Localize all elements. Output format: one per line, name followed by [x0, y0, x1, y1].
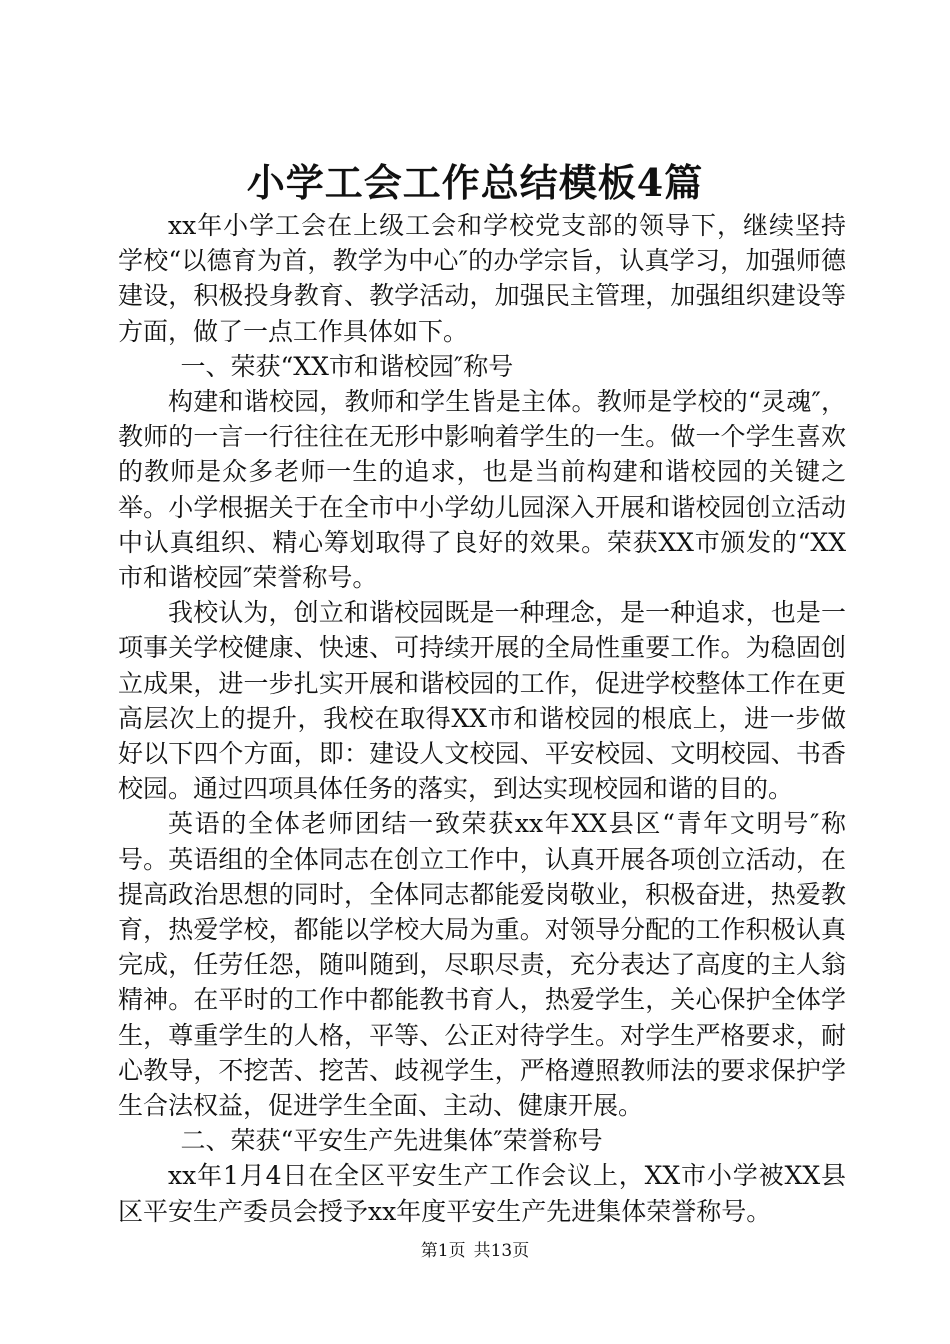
section-heading-1: 一、荣获“XX市和谐校园″称号	[180, 351, 514, 381]
page-number: 第1页	[420, 1241, 466, 1261]
paragraph: 构建和谐校园，教师和学生皆是主体。教师是学校的“灵魂″，教师的一言一行往往在无形中影响着学生的一生。做一个学生喜欢的教师是众多老师一生的追求，也是当前构建和谐校园的关键之举。小学根据关于在全市中小学幼儿园深入开展和谐校园创立活动中认真组织、精心筹划取得了良好的效果。荣获XX市颁发的“XX市和谐校园″荣誉称号。	[118, 387, 846, 593]
document-body	[118, 208, 846, 1229]
document-title: 小学工会工作总结模板4篇	[246, 160, 704, 205]
section-heading-2: 二、荣获“平安生产先进集体″荣誉称号	[180, 1126, 603, 1156]
paragraph: 我校认为，创立和谐校园既是一种理念，是一种追求，也是一项事关学校健康、快速、可持续开展的全局性重要工作。为稳固创立成果，进一步扎实开展和谐校园的工作，促进学校整体工作在更高层次上的提升，我校在取得XX市和谐校园的根底上，进一步做好以下四个方面，即：建设人文校园、平安校园、文明校园、书香校园。通过四项具体任务的落实，到达实现校园和谐的目的。	[118, 598, 846, 804]
page-total: 共13页	[473, 1241, 530, 1261]
paragraph-intro: xx年小学工会在上级工会和学校党支部的领导下，继续坚持学校“以德育为首，教学为中心″的办学宗旨，认真学习，加强师德建设，积极投身教育、教学活动，加强民主管理，加强组织建设等方面，做了一点工作具体如下。	[118, 211, 846, 346]
paragraph: 英语的全体老师团结一致荣获xx年XX县区“青年文明号″称号。英语组的全体同志在创立工作中，认真开展各项创立活动，在提高政治思想的同时，全体同志都能爱岗敬业，积极奋进，热爱教育，热爱学校，都能以学校大局为重。对领导分配的工作积极认真完成，任劳任怨，随叫随到，尽职尽责，充分表达了高度的主人翁精神。在平时的工作中都能教书育人，热爱学生，关心保护全体学生，尊重学生的人格，平等、公正对待学生。对学生严格要求，耐心教导，不挖苦、挖苦、歧视学生，严格遵照教师法的要求保护学生合法权益，促进学生全面、主动、健康开展。	[118, 809, 846, 1121]
page-footer	[0, 1238, 950, 1264]
paragraph: xx年1月4日在全区平安生产工作会议上，XX市小学被XX县区平安生产委员会授予xx年度平安生产先进集体荣誉称号。	[118, 1161, 846, 1226]
